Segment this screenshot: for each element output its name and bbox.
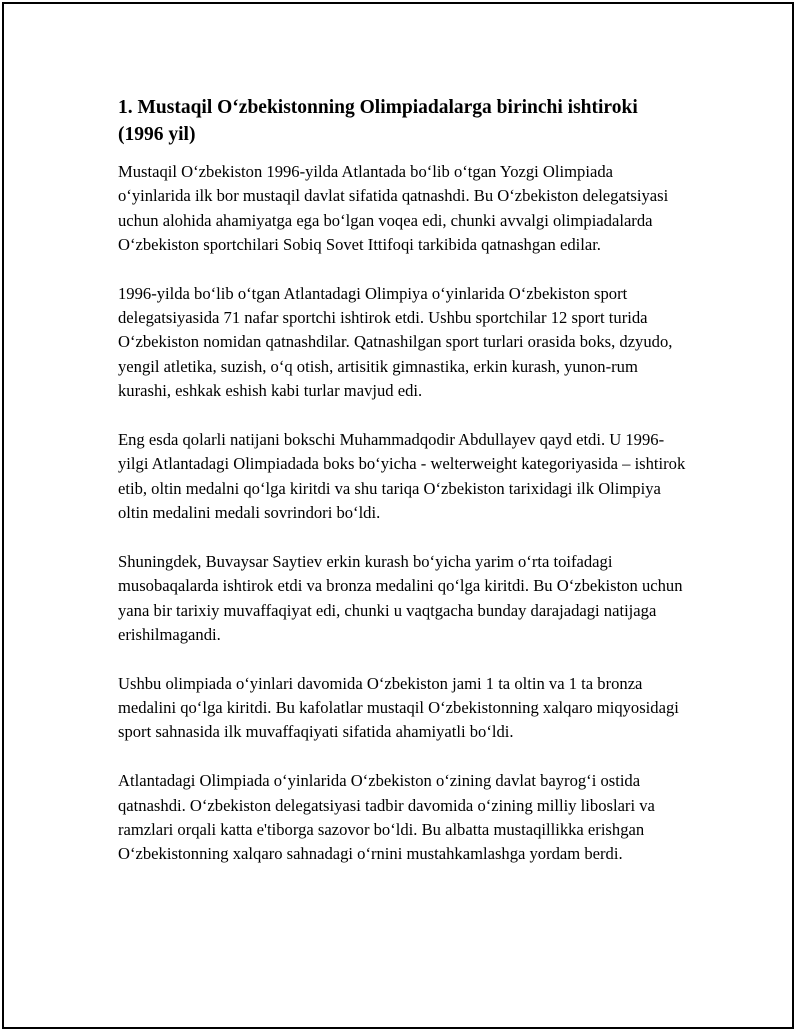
paragraph-gold-medal: Eng esda qolarli natijani bokschi Muhammadqodir Abdullayev qayd etdi. U 1996-yilgi Atlantadagi Olimpiadada boks bo‘yicha - welterweight kategoriyasida – ishtirok etib, oltin medalni qo‘lga kiritdi va shu tariqa O‘zbekiston tarixidagi ilk Olimpiya oltin medalini medali sovrindori bo‘ldi. — [118, 430, 686, 522]
paragraph-delegation: 1996-yilda bo‘lib o‘tgan Atlantadagi Olimpiya o‘yinlarida O‘zbekiston sport delegatsiyasida 71 nafar sportchi ishtirok etdi. Ushbu sportchilar 12 sport turida O‘zbekiston nomidan qatnashdilar. Qatnashilgan sport turlari orasida boks, dzyudo, yengil atletika, suzish, o‘q otish, artisitik gimnastika, erkin kurash, yunon-rum kurashi, eshkak eshish kabi turlar mavjud edi. — [118, 283, 673, 401]
paragraph-bronze-medal: Shuningdek, Buvaysar Saytiev erkin kurash bo‘yicha yarim o‘rta toifadagi musobaqalarda ishtirok etdi va bronza medalini qo‘lga kiritdi. Bu O‘zbekiston uchun yana bir tarixiy muvaffaqiyat edi, chunki u vaqtgacha bunday darajadagi natijaga erishilmagandi. — [118, 551, 683, 644]
document-title: 1. Mustaqil O‘zbekistonning Olimpiadalarga birinchi ishtiroki (1996 yil) — [118, 97, 638, 145]
document-body — [118, 94, 688, 891]
paragraph-flag: Atlantadagi Olimpiada o‘yinlarida O‘zbekiston o‘zining davlat bayrog‘i ostida qatnashdi. O‘zbekiston delegatsiyasi tadbir davomida o‘zining milliy liboslari va ramzlari orqali katta e'tiborga sazovor bo‘ldi. Bu albatta mustaqillikka erishgan O‘zbekistonning xalqaro sahnadagi o‘rnini mustahkamlashga yordam berdi. — [118, 771, 655, 864]
paragraph-medal-total: Ushbu olimpiada o‘yinlari davomida O‘zbekiston jami 1 ta oltin va 1 ta bronza medalini qo‘lga kiritdi. Bu kafolatlar mustaqil O‘zbekistonning xalqaro miqyosidagi sport sahnasida ilk muvaffaqiyati sifatida ahamiyatli bo‘ldi. — [118, 673, 679, 742]
paragraph-intro: Mustaqil O‘zbekiston 1996-yilda Atlantada bo‘lib o‘tgan Yozgi Olimpiada o‘yinlarida ilk bor mustaqil davlat sifatida qatnashdi. Bu O‘zbekiston delegatsiyasi uchun alohida ahamiyatga ega bo‘lgan voqea edi, chunki avvalgi olimpiadalarda O‘zbekiston sportchilari Sobiq Sovet Ittifoqi tarkibida qatnashgan edilar. — [118, 162, 669, 254]
